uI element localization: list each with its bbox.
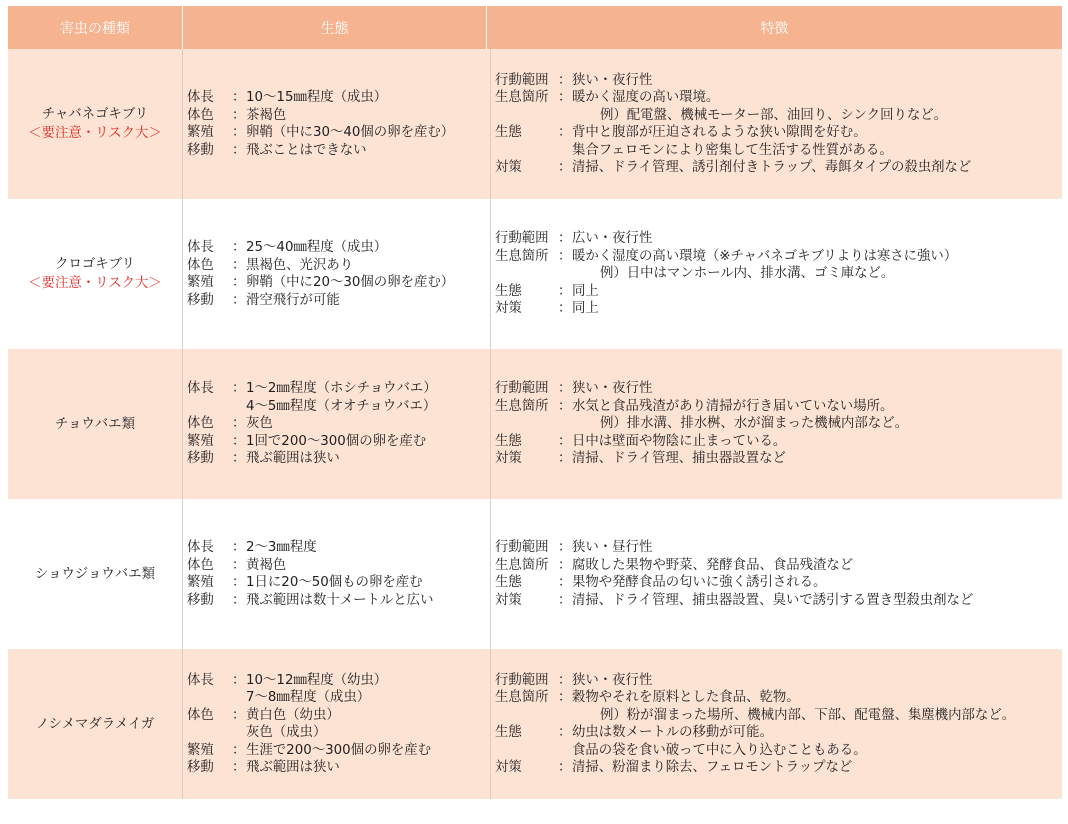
colon-separator: ： xyxy=(558,575,572,590)
colon-separator: ： xyxy=(232,292,246,308)
feature-value: 狭い・夜行性 xyxy=(572,72,653,88)
colon-separator: ： xyxy=(232,107,246,123)
ecology-value: 茶褐色 xyxy=(246,107,287,123)
ecology-line xyxy=(187,433,490,451)
features-cell xyxy=(491,199,1062,349)
features-cell xyxy=(491,349,1062,499)
feature-line xyxy=(495,539,1062,557)
feature-value: 清掃、粉溜まり除去、フェロモントラップなど xyxy=(572,760,853,775)
table-row xyxy=(8,49,1062,199)
ecology-label: 繁殖 xyxy=(187,575,214,590)
feature-value: 狭い・夜行性 xyxy=(572,381,653,397)
feature-label: 生息箇所 xyxy=(495,90,549,105)
colon-separator: ： xyxy=(558,672,572,688)
label-spacer xyxy=(495,742,572,760)
ecology-label: 体長 xyxy=(187,381,214,397)
table-row xyxy=(8,649,1062,799)
features-cell xyxy=(491,499,1062,649)
feature-line xyxy=(495,124,1062,142)
ecology-line xyxy=(187,707,490,725)
feature-value: 日中は壁面や物陰に止まっている。 xyxy=(572,433,787,449)
colon-separator: ： xyxy=(558,451,572,467)
features-cell xyxy=(491,649,1062,799)
colon-separator: ： xyxy=(558,760,572,775)
ecology-label: 移動 xyxy=(187,292,214,308)
table-body xyxy=(8,49,1062,799)
colon-separator: ： xyxy=(558,90,572,105)
feature-value: 果物や発酵食品の匂いに強く誘引される。 xyxy=(572,575,827,590)
feature-value: 食品の袋を食い破って中に入り込むこともある。 xyxy=(572,742,867,758)
colon-separator: ： xyxy=(232,575,246,590)
colon-separator: ： xyxy=(558,725,572,740)
ecology-value: 飛ぶことはできない xyxy=(246,142,367,158)
pest-name-cell xyxy=(8,649,183,799)
label-spacer xyxy=(495,142,572,160)
feature-value: 暖かく湿度の高い環境（※チャバネゴキブリよりは寒さに強い） xyxy=(572,248,958,264)
risk-warning: ＜要注意・リスク大＞ xyxy=(28,126,162,141)
ecology-label: 体長 xyxy=(187,540,214,555)
ecology-value: 7～8㎜程度（成虫） xyxy=(246,690,371,705)
ecology-label: 繁殖 xyxy=(187,125,214,140)
feature-label: 生態 xyxy=(495,125,522,140)
pest-name: クロゴキブリ xyxy=(55,257,135,272)
feature-line xyxy=(495,574,1062,592)
ecology-line xyxy=(187,292,490,310)
feature-line xyxy=(495,159,1062,177)
colon-separator: ： xyxy=(232,557,246,573)
label-spacer xyxy=(495,107,572,125)
feature-label: 生息箇所 xyxy=(495,248,549,264)
feature-line xyxy=(495,283,1062,301)
ecology-label: 移動 xyxy=(187,760,214,775)
feature-value: 広い・夜行性 xyxy=(572,231,653,247)
ecology-line xyxy=(187,689,490,707)
colon-separator: ： xyxy=(232,416,246,432)
ecology-label: 体色 xyxy=(187,416,214,432)
ecology-value: 黄白色（幼虫） xyxy=(246,707,340,723)
ecology-value: 黄褐色 xyxy=(246,557,287,573)
ecology-line xyxy=(187,592,490,610)
ecology-value: 2～3㎜程度 xyxy=(246,540,317,555)
colon-separator: ： xyxy=(558,557,572,573)
feature-line xyxy=(495,142,1062,160)
feature-label: 生態 xyxy=(495,725,522,740)
ecology-line xyxy=(187,415,490,433)
colon-separator: ： xyxy=(558,301,572,317)
colon-separator: ： xyxy=(558,125,572,140)
ecology-line xyxy=(187,380,490,398)
colon-separator: ： xyxy=(558,231,572,247)
colon-separator: ： xyxy=(558,592,572,608)
feature-value: 穀物やそれを原料とした食品、乾物。 xyxy=(572,690,800,705)
ecology-line xyxy=(187,672,490,690)
feature-label: 行動範囲 xyxy=(495,231,549,247)
table-row xyxy=(8,499,1062,649)
ecology-label: 移動 xyxy=(187,142,214,158)
label-spacer xyxy=(495,415,572,433)
example-text: 例）日中はマンホール内、排水溝、ゴミ庫など。 xyxy=(600,266,895,282)
header-features: 特徴 xyxy=(760,20,789,37)
ecology-line xyxy=(187,89,490,107)
colon-separator: ： xyxy=(232,760,246,775)
colon-separator: ： xyxy=(232,707,246,723)
risk-warning: ＜要注意・リスク大＞ xyxy=(28,276,162,291)
ecology-value: 滑空飛行が可能 xyxy=(246,292,340,308)
colon-separator: ： xyxy=(232,451,246,467)
feature-line xyxy=(495,672,1062,690)
ecology-value: 生涯で200～300個の卵を産む xyxy=(246,742,432,758)
feature-value: 同上 xyxy=(572,283,599,299)
colon-separator: ： xyxy=(558,433,572,449)
ecology-value: 飛ぶ範囲は狭い xyxy=(246,760,340,775)
feature-line xyxy=(495,742,1062,760)
feature-line xyxy=(495,380,1062,398)
feature-value: 清掃、ドライ管理、捕虫器設置、臭いで誘引する置き型殺虫剤など xyxy=(572,592,974,608)
colon-separator: ： xyxy=(232,257,246,273)
feature-value: 狭い・昼行性 xyxy=(572,540,653,555)
colon-separator: ： xyxy=(232,540,246,555)
ecology-line xyxy=(187,124,490,142)
pest-table xyxy=(8,6,1062,799)
ecology-value: 黒褐色、光沢あり xyxy=(246,257,354,273)
colon-separator: ： xyxy=(558,690,572,705)
ecology-line xyxy=(187,142,490,160)
ecology-cell xyxy=(183,199,491,349)
header-pest-type: 害虫の種類 xyxy=(8,6,183,49)
ecology-line xyxy=(187,742,490,760)
feature-label: 行動範囲 xyxy=(495,672,549,688)
feature-label: 対策 xyxy=(495,301,522,317)
ecology-label: 体色 xyxy=(187,257,214,273)
feature-label: 生態 xyxy=(495,433,522,449)
ecology-label: 体長 xyxy=(187,90,214,105)
feature-line xyxy=(495,415,1062,433)
table-row xyxy=(8,349,1062,499)
feature-value: 清掃、ドライ管理、捕虫器設置など xyxy=(572,451,786,467)
pest-name-cell xyxy=(8,199,183,349)
ecology-line xyxy=(187,759,490,777)
pest-name: チョウバエ類 xyxy=(55,416,135,432)
pest-name-cell xyxy=(8,499,183,649)
feature-label: 対策 xyxy=(495,160,522,175)
colon-separator: ： xyxy=(558,540,572,555)
colon-separator: ： xyxy=(232,381,246,397)
ecology-value: 10～15㎜程度（成虫） xyxy=(246,90,388,105)
table-row xyxy=(8,199,1062,349)
ecology-line xyxy=(187,274,490,292)
ecology-line xyxy=(187,257,490,275)
feature-line xyxy=(495,300,1062,318)
feature-line xyxy=(495,759,1062,777)
ecology-cell xyxy=(183,499,491,649)
feature-value: 狭い・夜行性 xyxy=(572,672,653,688)
colon-separator: ： xyxy=(232,275,246,290)
pest-name: チャバネゴキブリ xyxy=(41,107,149,122)
feature-label: 生息箇所 xyxy=(495,398,549,414)
feature-label: 生態 xyxy=(495,283,522,299)
ecology-cell xyxy=(183,49,491,199)
colon-separator: ： xyxy=(232,742,246,758)
ecology-label: 繁殖 xyxy=(187,275,214,290)
feature-line xyxy=(495,107,1062,125)
colon-separator: ： xyxy=(232,592,246,608)
feature-value: 腐敗した果物や野菜、発酵食品、食品残渣など xyxy=(572,557,854,573)
colon-separator: ： xyxy=(232,672,246,688)
feature-line xyxy=(495,248,1062,266)
feature-value: 同上 xyxy=(572,301,599,317)
label-spacer xyxy=(495,265,572,283)
ecology-value: 卵鞘（中に30～40個の卵を産む） xyxy=(246,125,455,140)
ecology-value: 1日に20～50個もの卵を産む xyxy=(246,575,423,590)
example-text: 例）粉が溜まった場所、機械内部、下部、配電盤、集塵機内部など。 xyxy=(600,707,1016,723)
pest-name: ショウジョウバエ類 xyxy=(35,566,155,582)
ecology-line xyxy=(187,107,490,125)
ecology-label: 体長 xyxy=(187,672,214,688)
ecology-cell xyxy=(183,649,491,799)
pest-name-cell xyxy=(8,349,183,499)
example-text: 例）排水溝、排水桝、水が溜まった機械内部など。 xyxy=(600,416,908,432)
feature-line xyxy=(495,707,1062,725)
ecology-value: 10～12㎜程度（幼虫） xyxy=(246,672,388,688)
ecology-label: 体色 xyxy=(187,557,214,573)
colon-separator: ： xyxy=(558,72,572,88)
feature-label: 対策 xyxy=(495,760,522,775)
feature-label: 生息箇所 xyxy=(495,557,549,573)
ecology-label: 繁殖 xyxy=(187,742,214,758)
ecology-value: 1～2㎜程度（ホシチョウバエ） xyxy=(246,381,437,397)
feature-line xyxy=(495,265,1062,283)
feature-label: 対策 xyxy=(495,451,522,467)
pest-name-cell xyxy=(8,49,183,199)
ecology-value: 灰色（成虫） xyxy=(246,725,327,740)
colon-separator: ： xyxy=(558,398,572,414)
feature-line xyxy=(495,230,1062,248)
feature-value: 背中と腹部が圧迫されるような狭い隙間を好む。 xyxy=(572,125,867,140)
ecology-label: 体長 xyxy=(187,240,214,255)
ecology-line xyxy=(187,239,490,257)
feature-value: 清掃、ドライ管理、誘引剤付きトラップ、毒餌タイプの殺虫剤など xyxy=(572,160,972,175)
label-spacer xyxy=(187,689,246,707)
colon-separator: ： xyxy=(558,283,572,299)
colon-separator: ： xyxy=(232,125,246,140)
ecology-label: 移動 xyxy=(187,451,214,467)
ecology-value: 飛ぶ範囲は数十メートルと広い xyxy=(246,592,434,608)
colon-separator: ： xyxy=(232,240,246,255)
features-cell xyxy=(491,49,1062,199)
ecology-value: 25～40㎜程度（成虫） xyxy=(246,240,388,255)
feature-line xyxy=(495,689,1062,707)
label-spacer xyxy=(187,724,246,742)
feature-line xyxy=(495,89,1062,107)
colon-separator: ： xyxy=(558,160,572,175)
header-ecology: 生態 xyxy=(183,6,487,49)
feature-label: 行動範囲 xyxy=(495,381,549,397)
colon-separator: ： xyxy=(232,142,246,158)
ecology-value: 卵鞘（中に20～30個の卵を産む） xyxy=(246,275,455,290)
colon-separator: ： xyxy=(558,381,572,397)
ecology-cell xyxy=(183,349,491,499)
feature-line xyxy=(495,398,1062,416)
ecology-line xyxy=(187,450,490,468)
colon-separator: ： xyxy=(558,248,572,264)
feature-line xyxy=(495,433,1062,451)
feature-label: 生息箇所 xyxy=(495,690,549,705)
feature-value: 幼虫は数メートルの移動が可能。 xyxy=(572,725,773,740)
feature-label: 行動範囲 xyxy=(495,540,549,555)
ecology-line xyxy=(187,557,490,575)
feature-line xyxy=(495,557,1062,575)
colon-separator: ： xyxy=(232,90,246,105)
feature-label: 生態 xyxy=(495,575,522,590)
ecology-line xyxy=(187,724,490,742)
ecology-value: 灰色 xyxy=(246,416,273,432)
feature-line xyxy=(495,592,1062,610)
ecology-value: 4～5㎜程度（オオチョウバエ） xyxy=(246,398,437,414)
ecology-value: 飛ぶ範囲は狭い xyxy=(246,451,340,467)
ecology-line xyxy=(187,398,490,416)
feature-value: 暖かく湿度の高い環境。 xyxy=(572,90,720,105)
table-header xyxy=(8,6,1062,49)
ecology-label: 繁殖 xyxy=(187,433,214,449)
example-text: 例）配電盤、機械モーター部、油回り、シンク回りなど。 xyxy=(600,107,948,123)
ecology-value: 1回で200～300個の卵を産む xyxy=(246,433,427,449)
colon-separator: ： xyxy=(232,433,246,449)
ecology-line xyxy=(187,574,490,592)
feature-label: 行動範囲 xyxy=(495,72,549,88)
label-spacer xyxy=(495,707,572,725)
feature-line xyxy=(495,724,1062,742)
feature-label: 対策 xyxy=(495,592,522,608)
ecology-line xyxy=(187,539,490,557)
pest-name: ノシメマダラメイガ xyxy=(35,716,155,732)
ecology-label: 体色 xyxy=(187,707,214,723)
label-spacer xyxy=(187,398,246,416)
feature-value: 水気と食品残渣があり清掃が行き届いていない場所。 xyxy=(572,398,894,414)
ecology-label: 移動 xyxy=(187,592,214,608)
feature-line xyxy=(495,72,1062,90)
feature-line xyxy=(495,450,1062,468)
feature-value: 集合フェロモンにより密集して生活する性質がある。 xyxy=(572,142,893,158)
ecology-label: 体色 xyxy=(187,107,214,123)
